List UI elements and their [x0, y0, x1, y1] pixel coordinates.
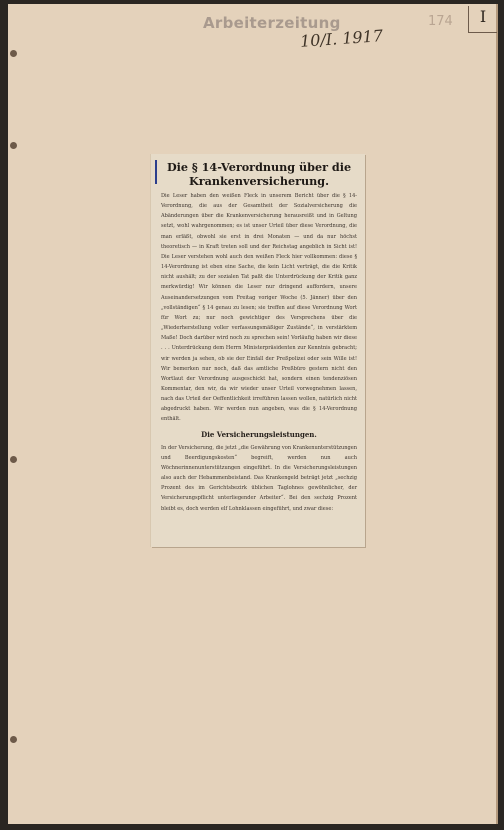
punch-hole — [10, 456, 17, 463]
article-title — [161, 160, 357, 188]
archive-number: 174 — [428, 14, 453, 29]
article-subheading: Die Versicherungsleistungen. — [201, 429, 317, 439]
newspaper-masthead-stamp: Arbeiterzeitung — [203, 14, 341, 32]
article-paragraph: Die Leser haben den weißen Fleck in unserem Bericht über die § 14-Verordnung, die aus der Gesamtheit der Sozialversicherung die Abänderungen über die Krankenversicherung herausreißt und in Geltung setzt, wohl wahrgenommen; es ist unser Urteil über diese Verordnung, die man erläßt, obwohl sie erst in drei Monaten — und da nur höchst theoretisch — in Kraft treten soll und der Reichstag angeblich in Sicht ist! Die Leser verstehen wohl auch den weißen Fleck hier vollkommen: diese § 14-Verordnung ist eben eine Sache, die kein Licht verträgt, die die Kritik nicht aushält; zu der sozialen Tat paßt die Unterdrückung der Kritik ganz merkwürdig! Wir können die Leser nur dringend auffordern, unsere Auseinandersetzungen vom Freitag voriger Woche (5. Jänner) über den „vollständigen“ § 14 genau zu lesen; sie treffen auf diese Verordnung Wort für Wort zu; nur noch gewichtiger des Versprechens über die „Wiederherstellung voller verfassungsmäßiger Zustände“, in verstärktem Maße! Doch darüber wird noch zu sprechen sein! Vorläufig haben wir diese . . . Unterdrückung dem Herrn Ministerpräsidenten zur Kenntnis gebracht; wir werden ja sehen, ob sie der Einfall der Preßpolizei oder sein Wille ist! Wir bemerken nur noch, daß das amtliche Preßbüro gestern nicht den Wortlaut der Verordnung ausgeschickt hat, sondern einen tendenziösen Kommentar, den wir, da wir wieder unser Urteil vorwegnehmen lassen, nach das Urteil der Oeffentlichkeit irreführen lassen wollen, natürlich nicht abgedruckt haben. Wir werden nun angeben, was die § 14-Verordnung enthält. — [161, 193, 357, 423]
article-title-line-1: Die § 14-Verordnung über die — [166, 160, 352, 174]
archive-sheet — [8, 4, 498, 824]
handwritten-date: 10/I. 1917 — [299, 26, 384, 51]
punch-hole — [10, 736, 17, 743]
punch-hole — [10, 50, 17, 57]
article-paragraph-2: In der Versicherung, die jetzt „die Gewährung von Krankenunterstützungen und Beerdigungskosten“ begreift, werden nun auch Wöchnerinnenunterstützungen eingeführt. In die Versicherungsleistungen also auch der Hebammenbeistand. Das Krankengeld beträgt jetzt „sechzig Prozent des im Gerichtsbezirk üblichen Taglohnes gewöhnlicher, der Versicherungspflicht unterliegender Arbeiter“. Bei den sechzig Prozent bleibt es, doch werden elf Lohnklassen eingeführt, und zwar diese: — [161, 444, 357, 512]
folder-roman-numeral: I — [468, 6, 497, 33]
newspaper-clipping — [151, 154, 365, 547]
blue-pencil-mark — [155, 160, 157, 184]
article-title-line-2: Krankenversicherung. — [188, 174, 329, 188]
punch-hole — [10, 142, 17, 149]
